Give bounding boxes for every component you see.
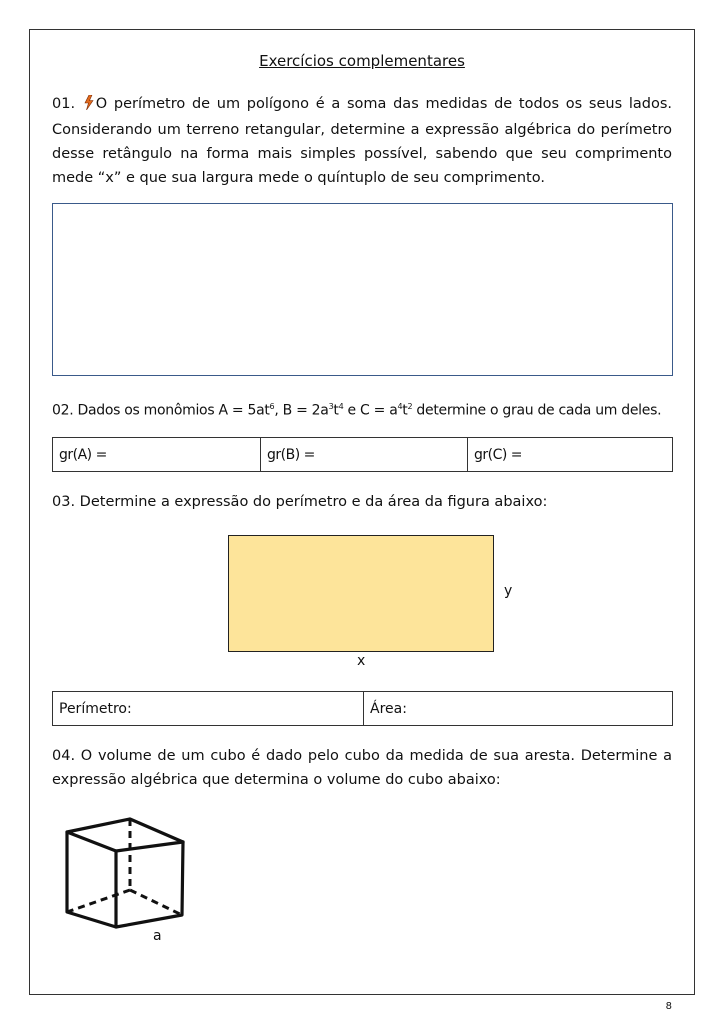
rectangle-figure [228,535,494,652]
question-03: 03. Determine a expressão do perímetro e da área da figura abaixo: [52,494,548,510]
perimeter-area-table [52,691,673,726]
lightning-bolt-icon [84,94,94,118]
question-04: 04. O volume de um cubo é dado pelo cubo da medida de sua aresta. Determine a expressão algébrica que determina o volume do cubo abaixo: [52,748,672,788]
rectangle-label-x: x [357,653,366,669]
rectangle-label-y: y [504,583,513,599]
question-01-text: O perímetro de um polígono é a soma das medidas de todos os seus lados. Considerando um terreno retangular, determine a expressão algébrica do perímetro desse retângulo na forma mais simples possível, sabendo que seu comprimento mede “x” e que sua largura mede o quíntuplo de seu comprimento. [52,96,672,186]
degree-table [52,437,673,472]
question-01-number: 01. [52,96,76,112]
answer-box-01[interactable] [52,203,673,376]
cube-figure [55,812,195,947]
area-cell[interactable]: Área: [363,692,672,725]
page-number: 8 [665,1001,672,1012]
degree-cell-c[interactable]: gr(C) = [467,438,672,471]
cube-label-a: a [153,928,162,944]
perimeter-cell[interactable]: Perímetro: [59,700,132,717]
question-02: 02. Dados os monômios $A = 5at^6$, $B = 2a^3t^4$ e $C = a^4t^2$ determine o grau de cada um deles. [52,402,662,419]
degree-cell-a[interactable]: gr(A) = [59,446,107,463]
question-01 [52,92,672,190]
degree-cell-b[interactable]: gr(B) = [260,438,467,471]
page-title: Exercícios complementares [259,52,465,70]
